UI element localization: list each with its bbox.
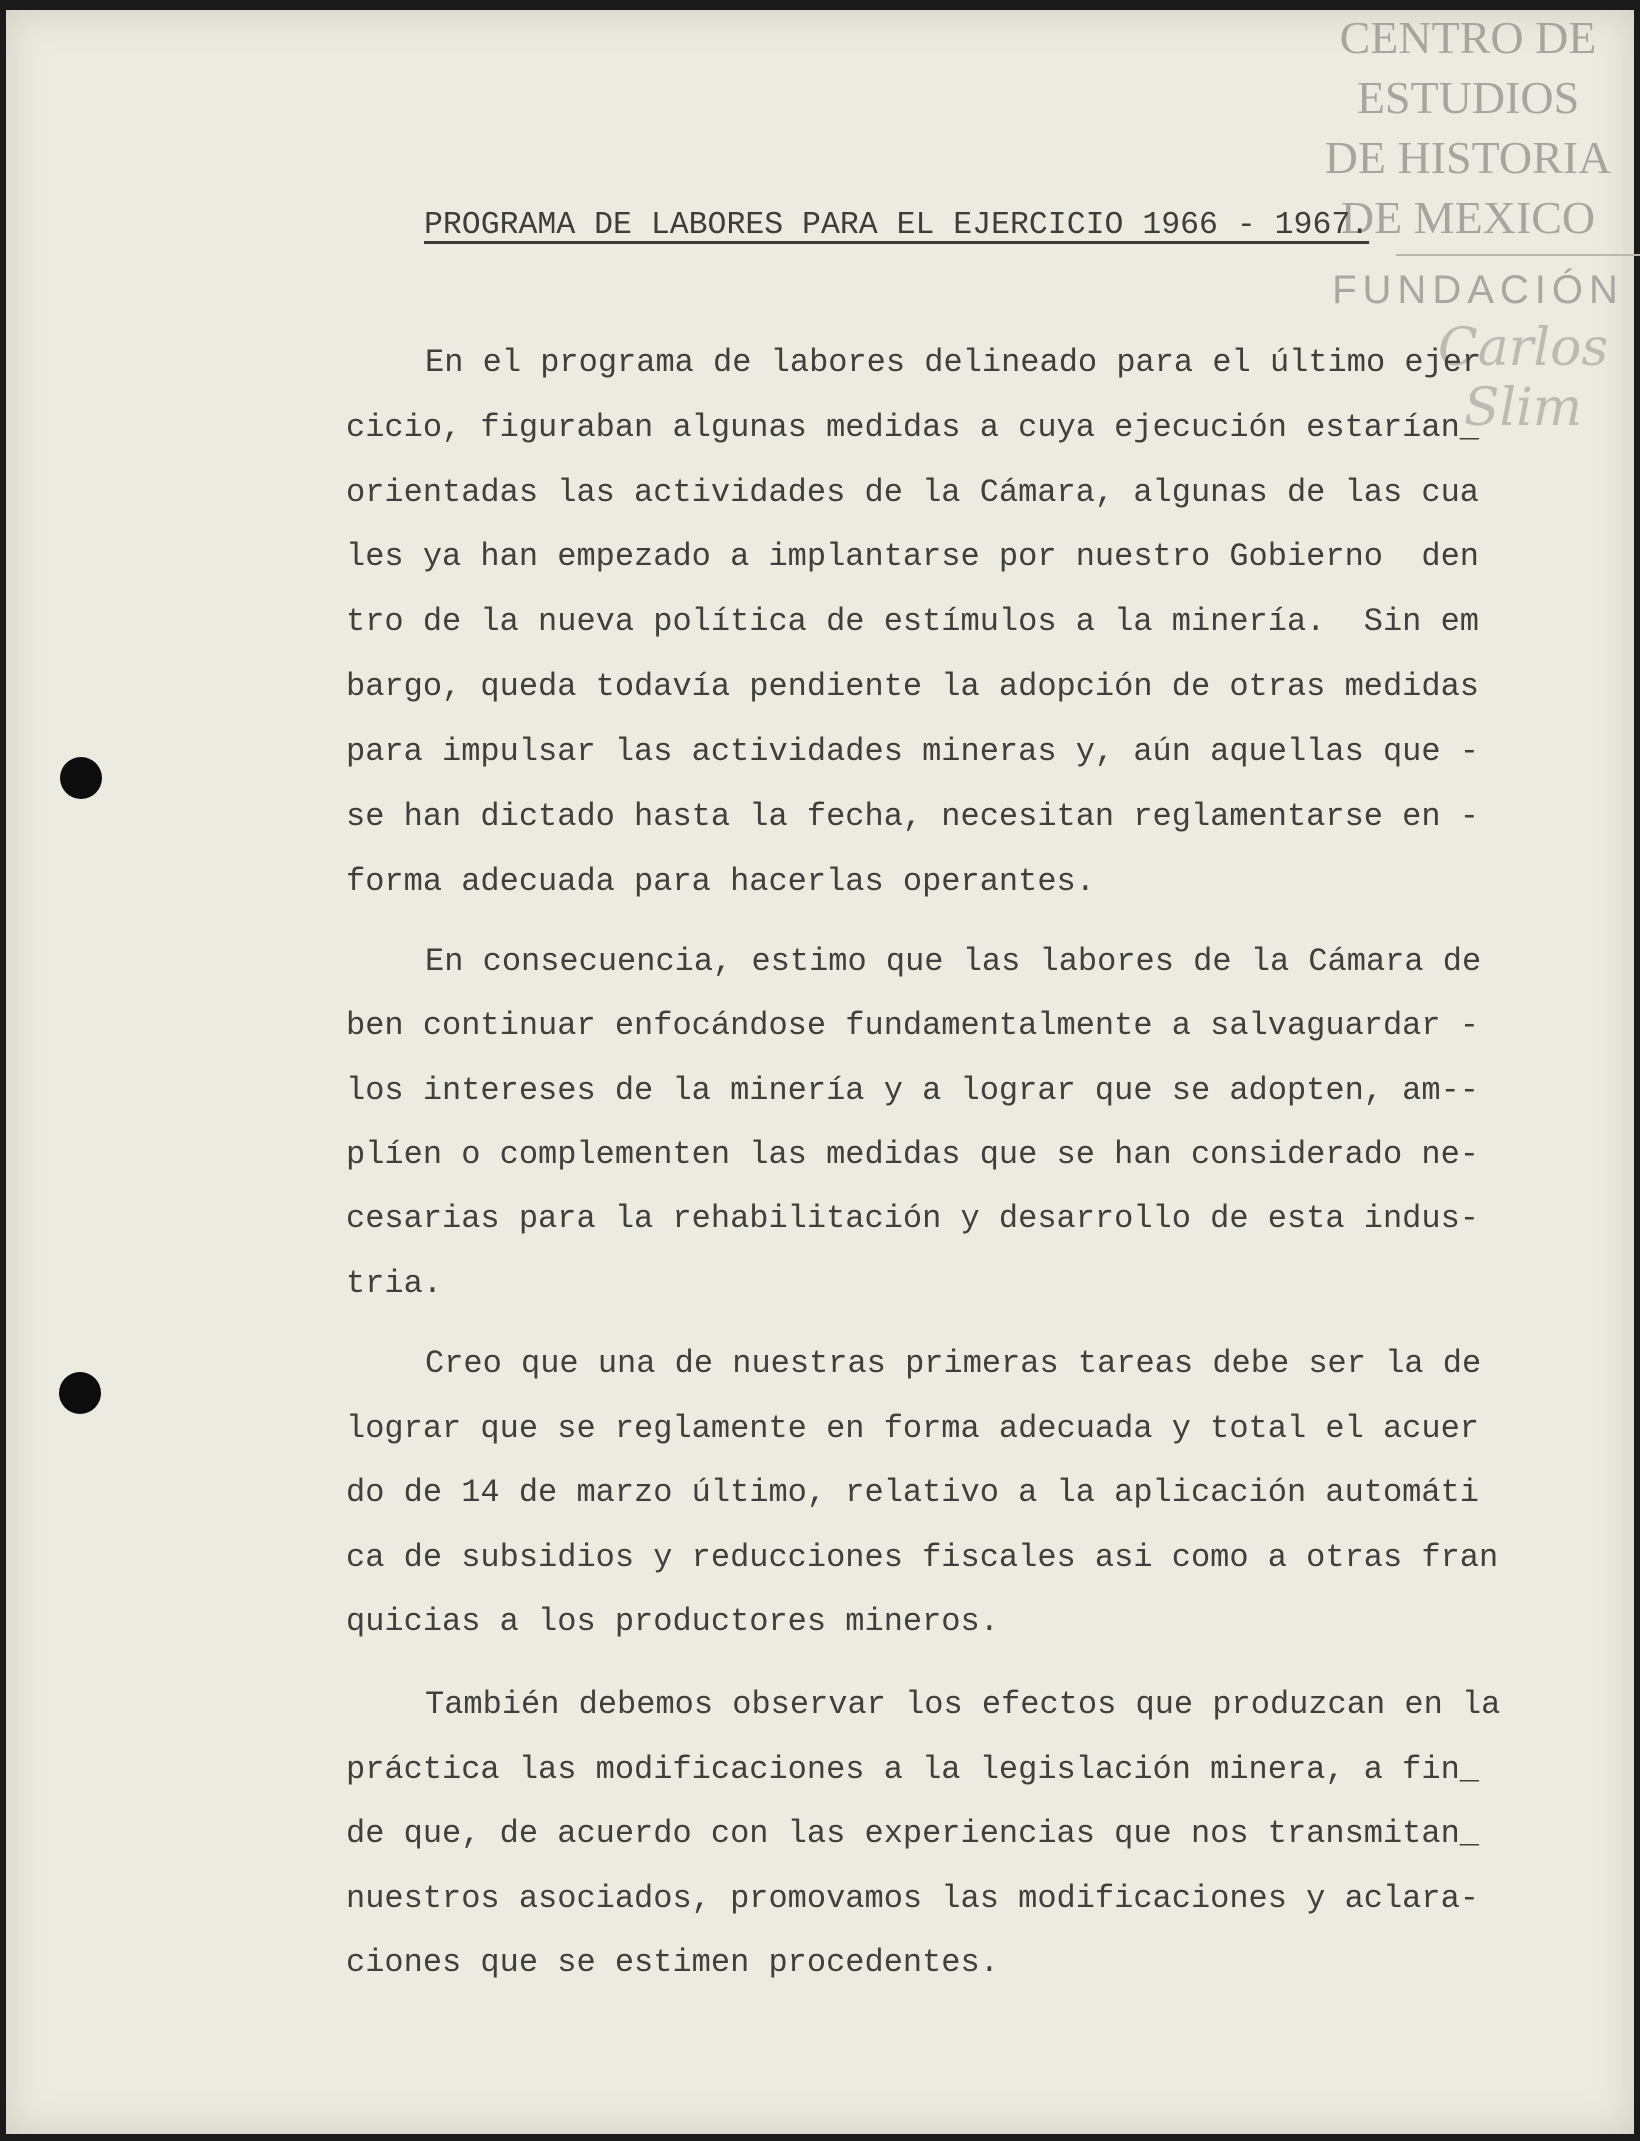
text-line: se han dictado hasta la fecha, necesitan reglamentarse en -	[346, 798, 1479, 835]
text-line: de que, de acuerdo con las experiencias que nos transmitan_	[346, 1815, 1479, 1852]
text-line: forma adecuada para hacerlas operantes.	[346, 863, 1095, 900]
text-line: lograr que se reglamente en forma adecuada y total el acuer	[346, 1410, 1479, 1447]
text-line: También debemos observar los efectos que produzcan en la	[425, 1686, 1501, 1723]
text-line: quicias a los productores mineros.	[346, 1603, 999, 1640]
watermark-line: CENTRO DE	[1339, 12, 1597, 63]
text-line: En consecuencia, estimo que las labores de la Cámara de	[425, 943, 1482, 980]
text-line: plíen o complementen las medidas que se han considerado ne-	[346, 1136, 1479, 1173]
text-line: cesarias para la rehabilitación y desarrollo de esta indus-	[346, 1200, 1479, 1237]
text-line: do de 14 de marzo último, relativo a la aplicación automáti	[346, 1474, 1479, 1511]
text-line: práctica las modificaciones a la legislación minera, a fin_	[346, 1751, 1479, 1788]
text-line: En el programa de labores delineado para el último ejer	[425, 344, 1482, 381]
text-line: ca de subsidios y reducciones fiscales asi como a otras fran	[346, 1539, 1499, 1576]
watermark-foundation: FUNDACIÓN	[1332, 268, 1624, 312]
text-line: para impulsar las actividades mineras y, aún aquellas que -	[346, 733, 1479, 770]
watermark-line: ESTUDIOS	[1356, 72, 1580, 123]
document-title: PROGRAMA DE LABORES PARA EL EJERCICIO 1966 - 1967.	[424, 208, 1370, 243]
watermark-line: DE HISTORIA	[1324, 132, 1612, 183]
watermark-line: DE MEXICO	[1340, 192, 1596, 243]
watermark-signature: Carlos Slim	[1437, 318, 1609, 438]
watermark-rule	[1396, 254, 1640, 256]
text-line: tria.	[346, 1265, 443, 1302]
text-line: cicio, figuraban algunas medidas a cuya ejecución estarían_	[346, 409, 1479, 446]
text-line: nuestros asociados, promovamos las modificaciones y aclara-	[346, 1880, 1479, 1917]
text-line: Creo que una de nuestras primeras tareas debe ser la de	[425, 1345, 1482, 1382]
text-line: les ya han empezado a implantarse por nuestro Gobierno den	[346, 538, 1479, 575]
text-line: ciones que se estimen procedentes.	[346, 1944, 999, 1981]
text-line: orientadas las actividades de la Cámara, algunas de las cua	[346, 474, 1479, 511]
text-line: ben continuar enfocándose fundamentalmente a salvaguardar -	[346, 1007, 1479, 1044]
text-line: los intereses de la minería y a lograr que se adopten, am--	[346, 1072, 1479, 1109]
text-line: tro de la nueva política de estímulos a la minería. Sin em	[346, 603, 1479, 640]
text-line: bargo, queda todavía pendiente la adopción de otras medidas	[346, 668, 1479, 705]
punch-hole	[60, 757, 102, 799]
punch-hole	[59, 1372, 101, 1414]
